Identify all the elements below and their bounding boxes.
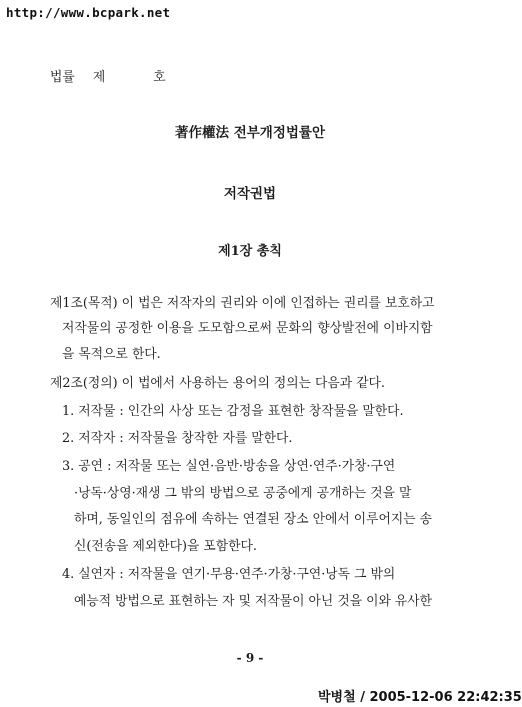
article-1-continuation: 저작물의 공정한 이용을 도모함으로써 문화의 향상발전에 이바지함: [62, 321, 433, 336]
author-timestamp-stamp: 박병철 / 2005-12-06 22:42:35: [318, 690, 522, 705]
law-number-ho: 호: [153, 70, 166, 85]
law-number-je: 제: [92, 70, 106, 85]
article-1-heading-line: 제1조(목적) 이 법은 저작자의 권리와 이에 인접하는 권리를 보호하고: [50, 296, 435, 311]
page-number: - 9 -: [236, 651, 264, 665]
definition-item-3-continuation: ·낭독·상영·재생 그 밖의 방법으로 공중에게 공개하는 것을 말: [74, 486, 412, 501]
definition-item-4-continuation: 예능적 방법으로 표현하는 자 및 저작물이 아닌 것을 이와 유사한: [74, 594, 433, 609]
definition-item-3-continuation: 하며, 동일인의 점유에 속하는 연결된 장소 안에서 이루어지는 송: [74, 512, 433, 527]
chapter-title: 제1장 총칙: [218, 244, 282, 259]
definition-item-3: 3. 공연 : 저작물 또는 실연·음반·방송을 상연·연주·가창·구연: [62, 459, 396, 474]
definition-item-3-continuation: 신(전송을 제외한다)을 포함한다.: [74, 539, 257, 554]
watermark-url: http://www.bcpark.net: [6, 5, 171, 20]
article-1-continuation: 을 목적으로 한다.: [62, 347, 161, 362]
definition-item-1: 1. 저작물 : 인간의 사상 또는 감정을 표현한 창작물을 말한다.: [62, 404, 404, 419]
bill-title: 著作權法 전부개정법률안: [175, 125, 325, 141]
law-title: 저작권법: [223, 186, 277, 202]
article-2-heading-line: 제2조(정의) 이 법에서 사용하는 용어의 정의는 다음과 같다.: [50, 376, 385, 391]
law-number-line: [50, 70, 166, 86]
definition-item-2: 2. 저작자 : 저작물을 창작한 자를 말한다.: [62, 431, 293, 446]
definition-item-4: 4. 실연자 : 저작물을 연기·무용·연주·가창·구연·낭독 그 밖의: [62, 567, 396, 582]
law-number-label: 법률: [50, 70, 75, 85]
